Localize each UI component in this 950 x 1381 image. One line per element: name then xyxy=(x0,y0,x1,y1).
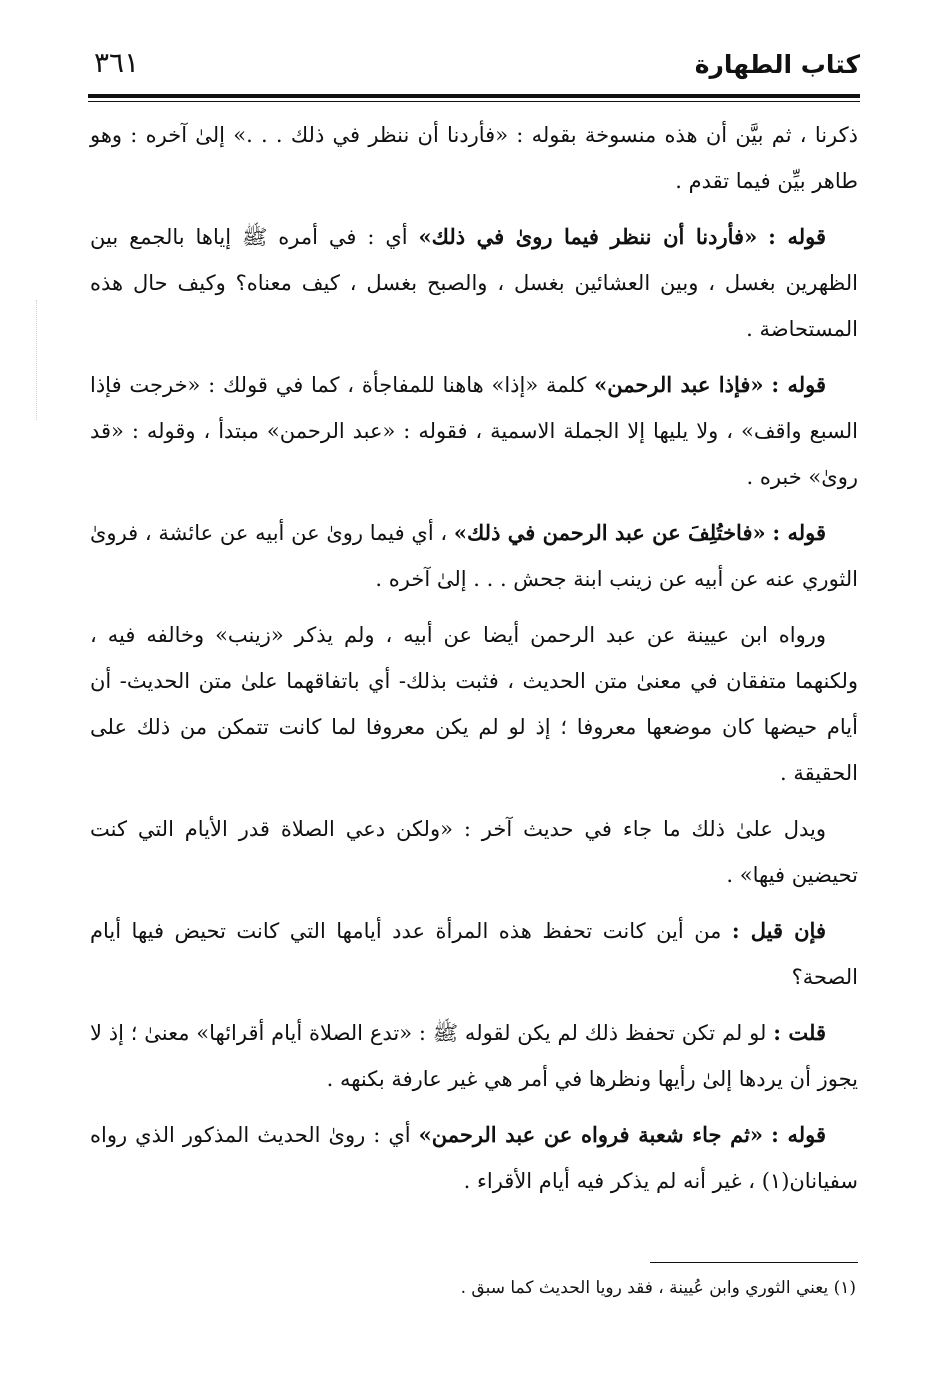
paragraph-9 xyxy=(90,1112,858,1204)
footnote-rule xyxy=(650,1262,858,1263)
paragraph-8 xyxy=(90,1010,858,1102)
header-rule-thin xyxy=(88,101,860,102)
paragraph-lead: قوله : xyxy=(772,520,826,545)
footnote: (١) يعني الثوري وابن عُيينة ، فقد رويا الحديث كما سبق . xyxy=(460,1278,856,1298)
paragraph-lead: قلت : xyxy=(773,1020,826,1045)
paragraph-lead: فإن قيل : xyxy=(731,918,826,943)
paragraph-lead: قوله : xyxy=(768,224,826,249)
paragraph-text: ، أي فيما روىٰ عن أبيه عن عائشة ، فروىٰ الثوري عنه عن أبيه عن زينب ابنة جحش . . . إلىٰ آخره . xyxy=(90,521,858,591)
paragraph-3 xyxy=(90,362,858,500)
paragraph-text: ذكرنا ، ثم بيَّن أن هذه منسوخة بقوله : «فأردنا أن ننظر في ذلك . . .» إلىٰ آخره : وهو طاهر بيِّن فيما تقدم . xyxy=(90,123,858,193)
paragraph-text: أي : في أمره ﷺ إياها بالجمع بين الظهرين بغسل ، وبين العشائين بغسل ، والصبح بغسل ، كيف معناه؟ وكيف حال هذه المستحاضة . xyxy=(90,225,858,341)
paragraph-quote: «ثم جاء شعبة فرواه عن عبد الرحمن» xyxy=(418,1122,764,1147)
paragraph-quote: «فإذا عبد الرحمن» xyxy=(594,372,764,397)
paragraph-text: ورواه ابن عيينة عن عبد الرحمن أيضا عن أبيه ، ولم يذكر «زينب» وخالفه فيه ، ولكنهما متفقان في معنىٰ متن الحديث ، فثبت بذلك- أي باتفاقهما علىٰ متن الحديث- أن أيام حيضها كان موضعها معروفا ؛ إذ لو لم يكن معروفا لما كانت تتمكن من ذلك على الحقيقة . xyxy=(90,623,858,785)
paragraph-text: ويدل علىٰ ذلك ما جاء في حديث آخر : «ولكن دعي الصلاة قدر الأيام التي كنت تحيضين فيها» . xyxy=(90,817,858,887)
paragraph-text: أي : روىٰ الحديث المذكور الذي رواه سفيانان(١) ، غير أنه لم يذكر فيه أيام الأقراء . xyxy=(90,1123,858,1193)
paragraph-4 xyxy=(90,510,858,602)
paragraph-1 xyxy=(90,112,858,204)
paragraph-lead: قوله : xyxy=(771,372,826,397)
paragraph-2 xyxy=(90,214,858,352)
paragraph-quote: «فأردنا أن ننظر فيما روىٰ في ذلك» xyxy=(418,224,758,249)
book-title: كتاب الطهارة xyxy=(694,50,860,79)
margin-mark xyxy=(36,300,38,420)
page-number: ٣٦١ xyxy=(94,46,140,79)
paragraph-text: لو لم تكن تحفظ ذلك لم يكن لقوله ﷺ : «تدع الصلاة أيام أقرائها» معنىٰ ؛ إذ لا يجوز أن يردها إلىٰ رأيها ونظرها في أمر هي غير عارفة بكنهه . xyxy=(90,1021,858,1091)
paragraph-6 xyxy=(90,806,858,898)
paragraph-quote: «فاختُلِفَ عن عبد الرحمن في ذلك» xyxy=(453,520,766,545)
header-rule-thick xyxy=(88,94,860,98)
paragraph-5 xyxy=(90,612,858,796)
page-header xyxy=(88,44,860,94)
main-text xyxy=(90,112,858,1214)
paragraph-text: كلمة «إذا» هاهنا للمفاجأة ، كما في قولك : «خرجت فإذا السبع واقف» ، ولا يليها إلا الجملة الاسمية ، فقوله : «عبد الرحمن» مبتدأ ، وقوله : «قد روىٰ» خبره . xyxy=(90,373,858,489)
paragraph-lead: قوله : xyxy=(771,1122,827,1147)
paragraph-7 xyxy=(90,908,858,1000)
paragraph-text: من أين كانت تحفظ هذه المرأة عدد أيامها التي كانت تحيض فيها أيام الصحة؟ xyxy=(90,919,858,989)
